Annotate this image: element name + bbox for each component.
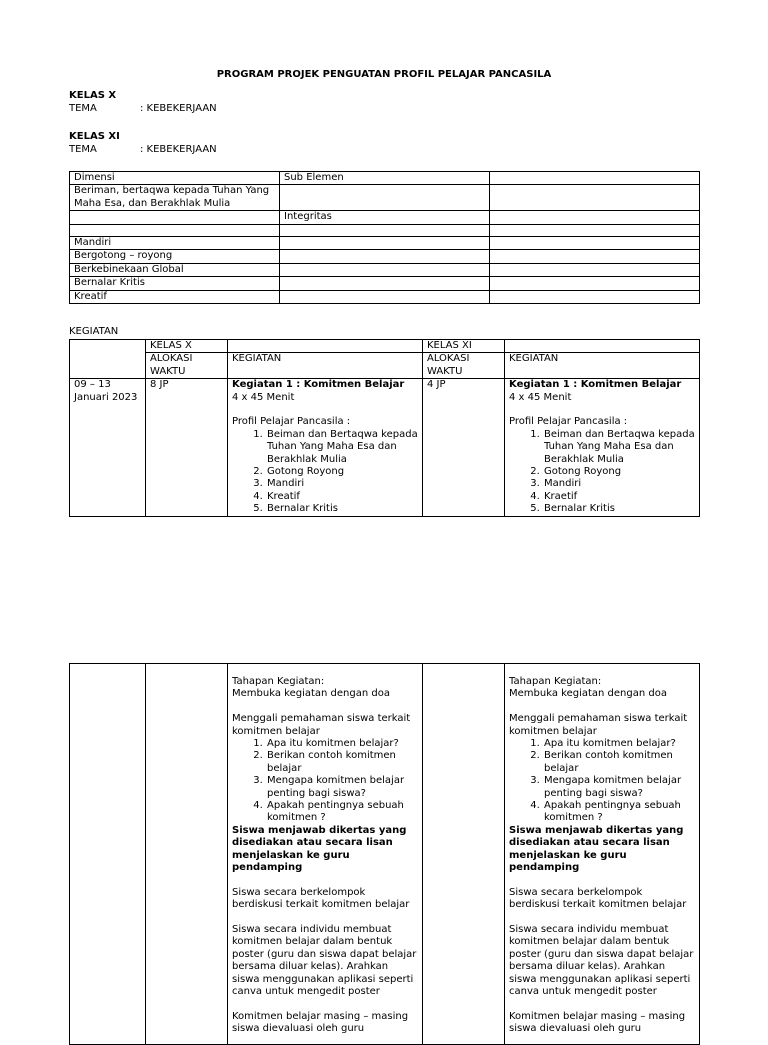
table-cell: Bernalar Kritis <box>70 277 280 290</box>
kegiatan-cell <box>505 379 700 516</box>
question-list <box>232 738 418 825</box>
table-row <box>70 250 700 263</box>
list-item: 5. Bernalar Kritis <box>266 503 418 515</box>
table-row <box>70 290 700 303</box>
list-item: 4. Kraetif <box>543 491 695 503</box>
table-header-cell: Dimensi <box>70 172 280 185</box>
list-item: 3. Mandiri <box>543 478 695 490</box>
table-cell <box>280 224 490 236</box>
table-row <box>70 664 700 1045</box>
list-item: 1. Beiman dan Bertaqwa kepada Tuhan Yang Maha Esa dan Berakhlak Mulia <box>543 429 695 466</box>
table-cell <box>490 277 700 290</box>
table-cell <box>280 277 490 290</box>
table-header-cell: Sub Elemen <box>280 172 490 185</box>
durasi: 4 x 45 Menit <box>232 391 295 403</box>
list-item: 1. Beiman dan Bertaqwa kepada Tuhan Yang Maha Esa dan Berakhlak Mulia <box>266 429 418 466</box>
table-row <box>70 263 700 276</box>
kelas-xi-tema-value: : KEBEKERJAAN <box>140 144 217 155</box>
kegiatan-title: Kegiatan 1 : Komitmen Belajar <box>232 379 405 391</box>
table-cell: Bergotong – royong <box>70 250 280 263</box>
tahapan-answer: Siswa menjawab dikertas yang disediakan atau secara lisan menjelaskan ke guru pendamping <box>232 824 407 874</box>
question-list <box>509 738 695 825</box>
tahapan-individu: Siswa secara individu membuat komitmen belajar dalam bentuk poster (guru dan siswa dapat belajar bersama diluar kelas). Arahkan siswa menggunakan aplikasi seperti canva untuk mengedit poster <box>232 924 417 998</box>
table-header-cell <box>490 172 700 185</box>
kegiatan-label: KEGIATAN <box>69 326 119 337</box>
table-row <box>70 224 700 236</box>
list-item: 3. Mengapa komitmen belajar penting bagi siswa? <box>543 775 695 800</box>
table-row <box>70 185 700 211</box>
kelas-xi-heading: KELAS XI <box>69 131 120 142</box>
list-item: 3. Mengapa komitmen belajar penting bagi siswa? <box>266 775 418 800</box>
kegiatan-cell <box>228 379 423 516</box>
table-cell <box>490 250 700 263</box>
tahapan-kelompok: Siswa secara berkelompok berdiskusi terkait komitmen belajar <box>232 886 410 911</box>
table-cell <box>280 237 490 250</box>
tahapan-answer: Siswa menjawab dikertas yang disediakan atau secara lisan menjelaskan ke guru pendamping <box>509 824 684 874</box>
tanggal-cell: 09 – 13 Januari 2023 <box>70 379 146 516</box>
kelas-x-heading: KELAS X <box>69 90 117 101</box>
kegiatan-header: KEGIATAN <box>505 353 700 379</box>
table-cell <box>70 211 280 224</box>
page-title: PROGRAM PROJEK PENGUATAN PROFIL PELAJAR PANCASILA <box>216 69 552 80</box>
table-cell <box>280 185 490 211</box>
table-row <box>70 379 700 516</box>
kelas-x-tema-label: TEMA <box>69 103 97 114</box>
tahapan-menggali: Menggali pemahaman siswa terkait komitmen belajar <box>509 713 688 737</box>
list-item: 5. Bernalar Kritis <box>543 503 695 515</box>
tahapan-doa: Membuka kegiatan dengan doa <box>509 688 667 700</box>
tahapan-table <box>69 663 700 1045</box>
kelas-xi-header: KELAS XI <box>423 340 505 353</box>
table-cell <box>490 185 700 211</box>
table-row <box>70 340 700 353</box>
table-cell <box>70 664 146 1045</box>
list-item: 2. Berikan contoh komitmen belajar <box>266 750 418 775</box>
list-item: 2. Gotong Royong <box>266 466 418 478</box>
table-cell: Berkebinekaan Global <box>70 263 280 276</box>
tahapan-kelompok: Siswa secara berkelompok berdiskusi terkait komitmen belajar <box>509 886 687 911</box>
list-item: 3. Mandiri <box>266 478 418 490</box>
tahapan-title: Tahapan Kegiatan: <box>232 676 325 687</box>
table-cell <box>505 340 700 353</box>
table-row <box>70 211 700 224</box>
kegiatan-header: KEGIATAN <box>228 353 423 379</box>
profil-list <box>232 429 418 516</box>
list-item: 2. Gotong Royong <box>543 466 695 478</box>
table-row <box>70 277 700 290</box>
profil-list <box>509 429 695 516</box>
tahapan-title: Tahapan Kegiatan: <box>509 676 602 687</box>
table-cell <box>146 664 228 1045</box>
kegiatan-table <box>69 339 700 517</box>
tahapan-individu: Siswa secara individu membuat komitmen belajar dalam bentuk poster (guru dan siswa dapat belajar bersama diluar kelas). Arahkan siswa menggunakan aplikasi seperti canva untuk mengedit poster <box>509 924 694 998</box>
kegiatan-title: Kegiatan 1 : Komitmen Belajar <box>509 379 682 391</box>
table-cell <box>280 263 490 276</box>
table-row <box>70 172 700 185</box>
table-cell <box>490 211 700 224</box>
table-cell: Integritas <box>280 211 490 224</box>
table-cell <box>70 340 146 379</box>
alokasi-cell: 4 JP <box>423 379 505 516</box>
table-cell <box>228 340 423 353</box>
table-row <box>70 353 700 379</box>
list-item: 1. Apa itu komitmen belajar? <box>543 738 695 750</box>
list-item: 2. Berikan contoh komitmen belajar <box>543 750 695 775</box>
table-cell: Kreatif <box>70 290 280 303</box>
tahapan-cell <box>505 664 700 1045</box>
table-cell <box>280 290 490 303</box>
list-item: 4. Apakah pentingnya sebuah komitmen ? <box>543 800 695 825</box>
table-cell <box>490 290 700 303</box>
tahapan-evaluasi: Komitmen belajar masing – masing siswa dievaluasi oleh guru <box>509 1010 686 1035</box>
tahapan-menggali: Menggali pemahaman siswa terkait komitmen belajar <box>232 713 411 737</box>
alokasi-header: ALOKASI WAKTU <box>423 353 505 379</box>
table-cell <box>280 250 490 263</box>
table-cell: Beriman, bertaqwa kepada Tuhan Yang Maha Esa, dan Berakhlak Mulia <box>70 185 280 211</box>
list-item: 4. Apakah pentingnya sebuah komitmen ? <box>266 800 418 825</box>
durasi: 4 x 45 Menit <box>509 391 572 403</box>
list-item: 4. Kreatif <box>266 491 418 503</box>
table-cell <box>70 224 280 236</box>
table-cell <box>490 224 700 236</box>
dimensi-table <box>69 171 700 304</box>
tahapan-doa: Membuka kegiatan dengan doa <box>232 688 390 700</box>
tahapan-evaluasi: Komitmen belajar masing – masing siswa dievaluasi oleh guru <box>232 1010 409 1035</box>
alokasi-header: ALOKASI WAKTU <box>146 353 228 379</box>
profil-label: Profil Pelajar Pancasila : <box>509 416 628 428</box>
kelas-xi-tema-label: TEMA <box>69 144 97 155</box>
kelas-x-header: KELAS X <box>146 340 228 353</box>
profil-label: Profil Pelajar Pancasila : <box>232 416 351 428</box>
alokasi-cell: 8 JP <box>146 379 228 516</box>
table-cell <box>490 263 700 276</box>
table-row <box>70 237 700 250</box>
table-cell <box>490 237 700 250</box>
table-cell: Mandiri <box>70 237 280 250</box>
table-cell <box>423 664 505 1045</box>
kelas-x-tema-value: : KEBEKERJAAN <box>140 103 217 114</box>
tahapan-cell <box>228 664 423 1045</box>
list-item: 1. Apa itu komitmen belajar? <box>266 738 418 750</box>
